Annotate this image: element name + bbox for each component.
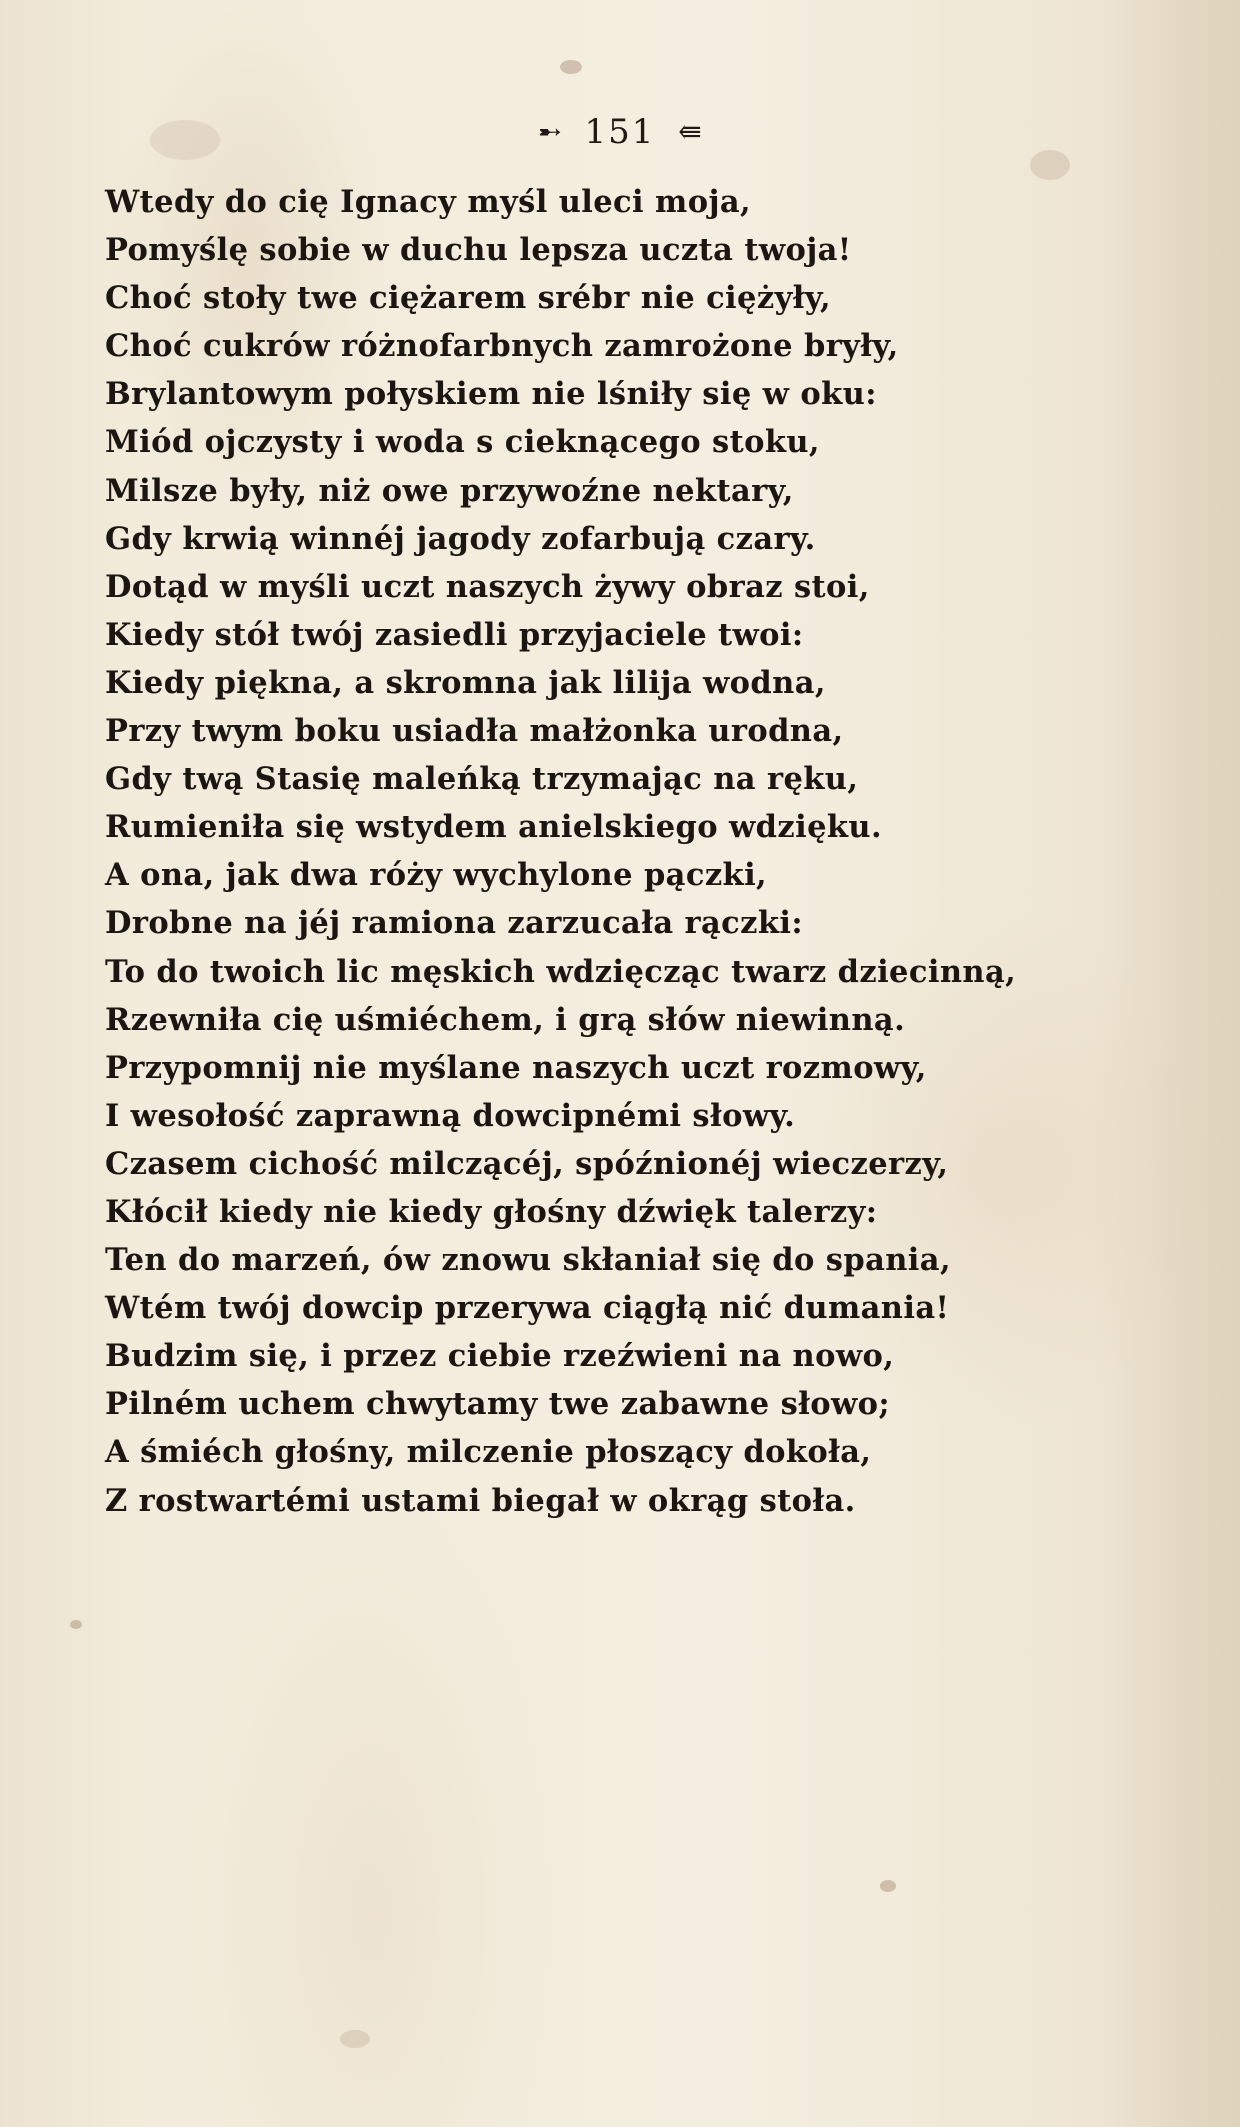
page-edge-shadow: [1090, 0, 1240, 2127]
poem-line: Gdy krwią winnéj jagody zofarbują czary.: [105, 520, 816, 557]
poem-body: [105, 178, 1105, 1525]
poem-line: Pomyślę sobie w duchu lepsza uczta twoja!: [105, 232, 852, 269]
arrow-right-ornament-icon: ➸: [538, 115, 562, 148]
poem-line: Budzim się, i przez ciebie rzeźwieni na nowo,: [105, 1338, 895, 1375]
poem-line: A ona, jak dwa róży wychylone pączki,: [105, 857, 768, 894]
poem-line: Ten do marzeń, ów znowu skłaniał się do spania,: [105, 1242, 951, 1279]
poem-line: Rzewniła cię uśmiéchem, i grą słów niewinną.: [105, 1001, 906, 1038]
poem-line: Miód ojczysty i woda s cieknącego stoku,: [105, 424, 820, 461]
page-number: 151: [584, 112, 656, 152]
poem-line: Wtém twój dowcip przerywa ciągłą nić dumania!: [105, 1290, 950, 1327]
poem-line: A śmiéch głośny, milczenie płoszący dokoła,: [105, 1434, 872, 1471]
poem-line: Przypomnij nie myślane naszych uczt rozmowy,: [105, 1049, 927, 1086]
poem-line: Brylantowym połyskiem nie lśniły się w oku:: [105, 376, 877, 413]
poem-line: Dotąd w myśli uczt naszych żywy obraz stoi,: [105, 568, 870, 605]
poem-line: Wtedy do cię Ignacy myśl uleci moja,: [105, 184, 752, 220]
poem-line: Choć stoły twe ciężarem srébr nie ciężyły,: [105, 280, 832, 317]
poem-line: Kiedy piękna, a skromna jak lilija wodna,: [105, 664, 826, 701]
poem-line: Z rostwartémi ustami biegał w okrąg stoła.: [105, 1482, 856, 1519]
poem-line: Przy twym boku usiadła małżonka urodna,: [105, 713, 844, 750]
poem-line: Milsze były, niż owe przywoźne nektary,: [105, 472, 794, 509]
arrow-left-ornament-icon: ⇚: [678, 115, 702, 148]
poem-line: Kiedy stół twój zasiedli przyjaciele twoi:: [105, 616, 804, 653]
poem-line: To do twoich lic męskich wdzięcząc twarz dziecinną,: [105, 953, 1017, 990]
poem-line: Gdy twą Stasię maleńką trzymając na ręku,: [105, 761, 859, 798]
poem-line: Choć cukrów różnofarbnych zamrożone bryły,: [105, 328, 899, 365]
poem-line: Kłócił kiedy nie kiedy głośny dźwięk talerzy:: [105, 1193, 878, 1230]
foxing-stain: [70, 1620, 82, 1629]
poem-line: Drobne na jéj ramiona zarzucała rączki:: [105, 905, 804, 942]
foxing-stain: [340, 2030, 370, 2048]
foxing-stain: [560, 60, 582, 74]
page-header: [0, 100, 1240, 160]
poem-line: Pilném uchem chwytamy twe zabawne słowo;: [105, 1386, 891, 1423]
poem-line: Czasem cichość milczącéj, spóźnionéj wieczerzy,: [105, 1145, 949, 1182]
foxing-stain: [880, 1880, 896, 1892]
poem-line: Rumieniła się wstydem anielskiego wdzięku.: [105, 809, 883, 846]
poem-line: I wesołość zaprawną dowcipnémi słowy.: [105, 1097, 796, 1134]
